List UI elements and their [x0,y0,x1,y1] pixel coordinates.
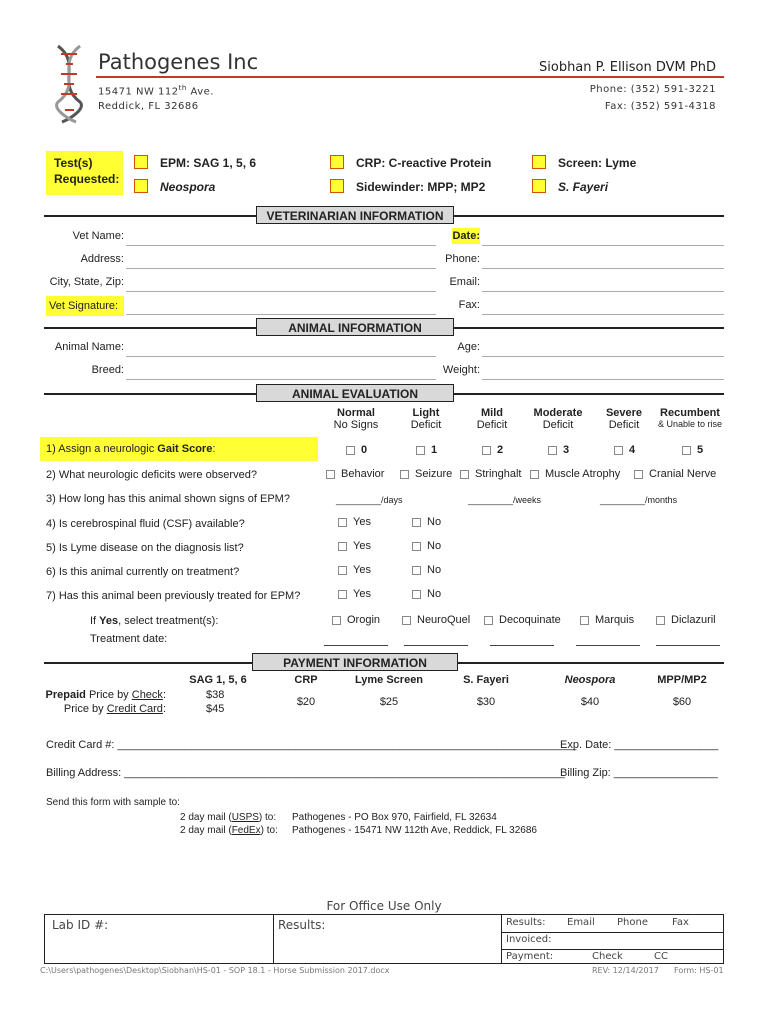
price-crp: $20 [296,696,316,708]
payment-check[interactable]: Check [592,951,623,962]
city-state-zip-label: City, State, Zip: [49,276,124,288]
q6-no[interactable]: No [412,564,441,576]
price-col-neospora: Neospora [564,674,616,686]
q6-treatment: 6) Is this animal currently on treatment? [46,566,240,578]
q5-no[interactable]: No [412,540,441,552]
q4-csf: 4) Is cerebrospinal fluid (CSF) available? [46,518,245,530]
price-fayeri: $30 [476,696,496,708]
credit-card-price-label: Price by Credit Card: [63,703,166,715]
price-col-sag: SAG 1, 5, 6 [189,674,247,686]
vet-signature-field[interactable] [126,314,436,315]
treatment-neuroquel[interactable]: NeuroQuel [402,614,470,626]
price-mpp: $60 [672,696,692,708]
q7-no[interactable]: No [412,588,441,600]
test-checkbox-crp[interactable] [330,155,344,169]
treatment-date-marquis[interactable] [576,645,640,646]
test-checkbox-fayeri[interactable] [532,179,546,193]
animal-section-title: ANIMAL INFORMATION [256,318,454,336]
gait-score-0[interactable]: 0 [346,444,367,456]
price-sag-card: $45 [206,703,225,715]
deficit-cranial-nerve[interactable]: Cranial Nerve [634,468,716,480]
treatment-marquis[interactable]: Marquis [580,614,634,626]
office-use-title: For Office Use Only [326,899,442,913]
price-col-fayeri: S. Fayeri [463,674,509,686]
invoiced-label: Invoiced: [506,934,552,945]
animal-name-field[interactable] [126,356,436,357]
vet-section-title: VETERINARIAN INFORMATION [256,206,454,224]
deficit-behavior[interactable]: Behavior [326,468,384,480]
tests-requested-label: Test(s) Requested: [46,151,123,195]
test-checkbox-neospora[interactable] [134,179,148,193]
address-line2: Reddick, FL 32686 [98,101,199,112]
age-label: Age: [457,341,480,353]
footer-revision: REV: 12/14/2017 [592,966,659,975]
address-field[interactable] [126,268,436,269]
price-lyme: $25 [379,696,399,708]
price-sag-check: $38 [206,689,225,701]
shipping-usps: 2 day mail (USPS) to: [180,812,277,823]
test-checkbox-sidewinder[interactable] [330,179,344,193]
treatment-diclazuril[interactable]: Diclazuril [656,614,716,626]
shipping-intro: Send this form with sample to: [46,797,180,808]
test-lyme: Screen: Lyme [558,156,637,170]
payment-cc[interactable]: CC [654,951,668,962]
city-state-zip-field[interactable] [126,291,436,292]
price-col-lyme: Lyme Screen [354,674,424,686]
treatment-select-label: If Yes, select treatment(s): [90,615,219,627]
weight-label: Weight: [442,364,480,376]
treatment-orogin[interactable]: Orogin [332,614,380,626]
vet-email-field[interactable] [482,291,724,292]
deficit-stringhalt[interactable]: Stringhalt [460,468,521,480]
results-phone[interactable]: Phone [617,917,648,928]
gait-score-5[interactable]: 5 [682,444,703,456]
address-label: Address: [80,253,124,265]
test-sidewinder: Sidewinder: MPP; MP2 [356,180,486,194]
q7-yes[interactable]: Yes [338,588,371,600]
breed-label: Breed: [91,364,124,376]
age-field[interactable] [482,356,724,357]
treatment-date-decoquinate[interactable] [490,645,554,646]
q4-no[interactable]: No [412,516,441,528]
q6-yes[interactable]: Yes [338,564,371,576]
gait-score-2[interactable]: 2 [482,444,503,456]
scale-header-moderate: Moderate Deficit [533,407,583,431]
scale-header-normal: Normal No Signs [333,407,379,431]
scale-header-severe: Severe Deficit [605,407,643,431]
vet-phone-label: Phone: [445,253,480,265]
address-line1: 15471 NW 112th Ave. [98,84,214,98]
shipping-usps-address: Pathogenes - PO Box 970, Fairfield, FL 32634 [292,812,497,823]
vet-email-label: Email: [449,276,480,288]
price-col-mpp: MPP/MP2 [657,674,707,686]
treatment-date-orogin[interactable] [324,645,388,646]
duration-weeks[interactable]: _________/weeks [468,495,542,505]
doctor-name: Siobhan P. Ellison DVM PhD [539,60,716,75]
breed-field[interactable] [126,379,436,380]
prepaid-check-label: Prepaid Price by Check: [45,689,166,701]
price-col-crp: CRP [294,674,318,686]
shipping-fedex: 2 day mail (FedEx) to: [180,825,278,836]
results-fax[interactable]: Fax [672,917,689,928]
dna-helix-logo [52,44,86,124]
treatment-date-neuroquel[interactable] [404,645,468,646]
price-neospora: $40 [580,696,600,708]
treatment-decoquinate[interactable]: Decoquinate [484,614,561,626]
payment-section-title: PAYMENT INFORMATION [252,653,458,671]
deficit-seizure[interactable]: Seizure [400,468,452,480]
header-divider [96,76,724,78]
q5-yes[interactable]: Yes [338,540,371,552]
treatment-date-label: Treatment date: [90,633,168,645]
company-name: Pathogenes Inc [98,50,259,74]
date-label: Date: [452,230,480,242]
vet-name-label: Vet Name: [72,230,124,242]
scale-header-light: Light Deficit [410,407,442,431]
lab-id-label: Lab ID #: [52,918,109,932]
test-checkbox-epm[interactable] [134,155,148,169]
q1-gait-score: 1) Assign a neurologic Gait Score: [40,437,318,461]
date-field[interactable] [482,245,724,246]
scale-header-mild: Mild Deficit [476,407,508,431]
vet-signature-label: Vet Signature: [46,296,124,316]
test-fayeri: S. Fayeri [558,180,609,194]
duration-months[interactable]: _________/months [600,495,678,505]
vet-phone-field[interactable] [482,268,724,269]
q5-lyme: 5) Is Lyme disease on the diagnosis list? [46,542,244,554]
exp-date-field[interactable]: Exp. Date: _________________ [560,739,719,751]
office-results-label: Results: [278,918,326,932]
eval-section-title: ANIMAL EVALUATION [256,384,454,402]
deficit-muscle-atrophy[interactable]: Muscle Atrophy [530,468,620,480]
animal-name-label: Animal Name: [54,341,124,353]
treatment-date-diclazuril[interactable] [656,645,720,646]
test-epm: EPM: SAG 1, 5, 6 [160,156,257,170]
test-checkbox-lyme[interactable] [532,155,546,169]
q7-previous-treatment: 7) Has this animal been previously treated for EPM? [46,590,301,602]
test-crp: CRP: C-reactive Protein [356,156,492,170]
billing-address-field[interactable]: Billing Address: ________________________________________________________________________ [46,767,565,779]
q2-deficits: 2) What neurologic deficits were observed? [46,469,257,481]
gait-score-4[interactable]: 4 [614,444,635,456]
duration-days[interactable]: _________/days [336,495,403,505]
test-neospora: Neospora [160,180,216,194]
shipping-fedex-address: Pathogenes - 15471 NW 112th Ave, Reddick, FL 32686 [292,825,537,836]
payment-label: Payment: [506,951,554,962]
footer-form-id: Form: HS-01 [674,966,724,975]
weight-field[interactable] [482,379,724,380]
credit-card-number-field[interactable]: Credit Card #: ___________________________________________________________________________ [46,739,577,751]
gait-score-1[interactable]: 1 [416,444,437,456]
scale-header-recumbent: Recumbent & Unable to rise [657,407,723,429]
vet-fax-label: Fax: [458,299,480,311]
vet-fax-field[interactable] [482,314,724,315]
results-email[interactable]: Email [567,917,595,928]
vet-name-field[interactable] [126,245,436,246]
footer-file-path: C:\Users\pathogenes\Desktop\Siobhan\HS-01 - SOP 18.1 - Horse Submission 2017.docx [40,966,390,975]
q4-yes[interactable]: Yes [338,516,371,528]
q3-duration: 3) How long has this animal shown signs of EPM? [46,493,290,505]
gait-score-3[interactable]: 3 [548,444,569,456]
results-method-label: Results: [506,917,546,928]
fax-number: Fax: (352) 591-4318 [604,101,716,112]
billing-zip-field[interactable]: Billing Zip: _________________ [560,767,718,779]
phone-number: Phone: (352) 591-3221 [589,84,716,95]
